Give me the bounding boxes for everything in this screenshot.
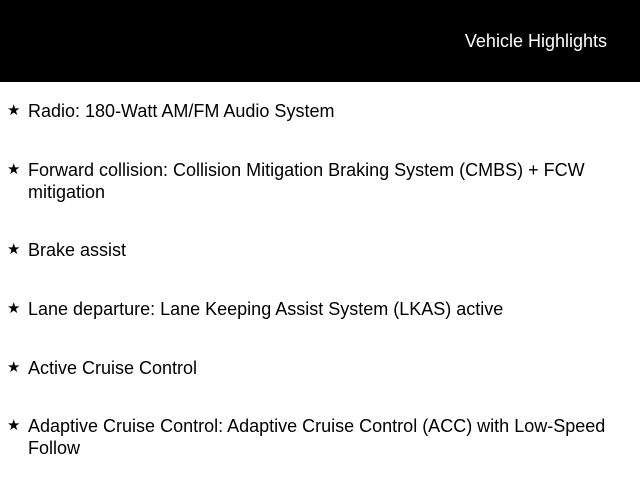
star-icon: ★ [7, 241, 21, 258]
star-icon: ★ [7, 359, 21, 376]
header-bar [0, 0, 640, 82]
star-icon: ★ [7, 161, 21, 178]
star-icon: ★ [7, 102, 21, 119]
list-item-text: Brake assist [28, 240, 127, 260]
star-icon: ★ [7, 417, 21, 434]
page-title: Vehicle Highlights [464, 31, 607, 51]
list-item-text: Active Cruise Control [28, 358, 198, 378]
star-icon: ★ [7, 300, 21, 317]
list-item-text: Radio: 180-Watt AM/FM Audio System [28, 101, 335, 121]
list-item-text: Forward collision: Collision Mitigation Braking System (CMBS) + FCW mitigation [28, 160, 585, 202]
list-item-text: Adaptive Cruise Control: Adaptive Cruise Control (ACC) with Low-Speed Follow [28, 416, 606, 458]
list-item-text: Lane departure: Lane Keeping Assist System (LKAS) active [28, 299, 504, 319]
